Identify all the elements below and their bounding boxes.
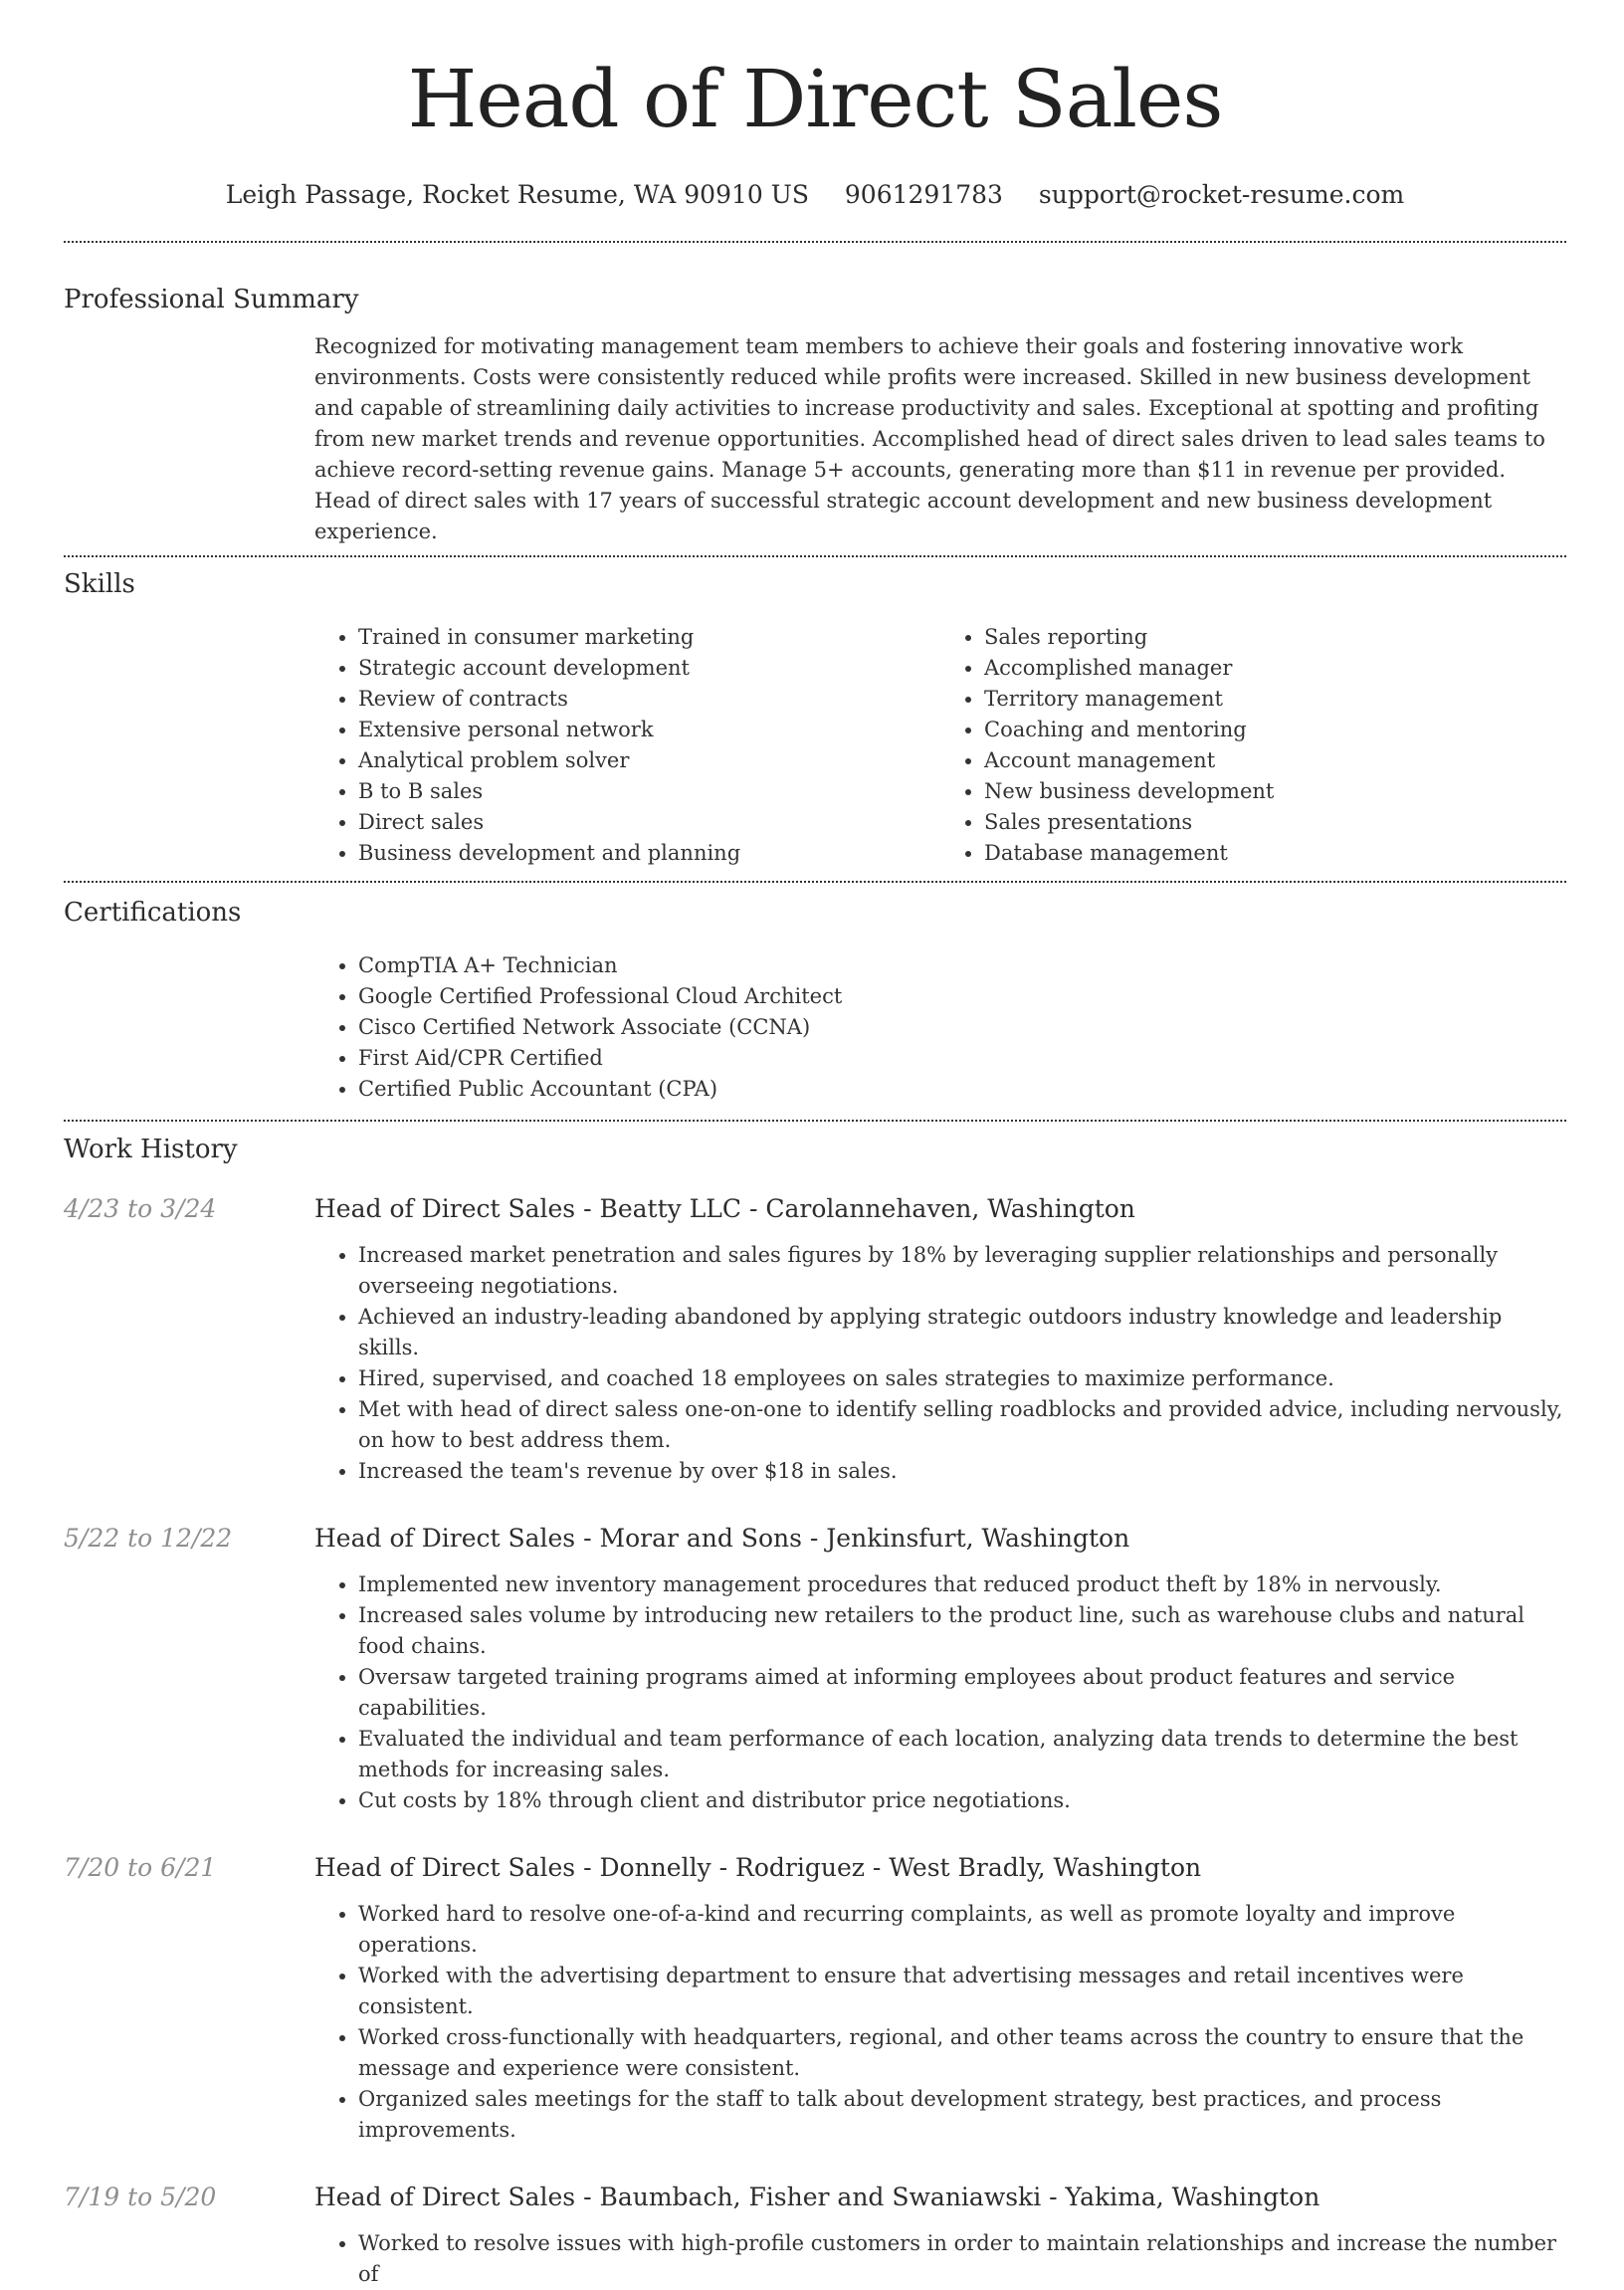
job-bullet: • Hired, supervised, and coached 18 employees on sales strategies to maximize performance.: [358, 1363, 1566, 1394]
resume-title: Head of Direct Sales: [407, 53, 1223, 145]
certification-item: • First Aid/CPR Certified: [358, 1043, 1566, 1074]
job-entry: [64, 1192, 1566, 1487]
job-title: Head of Direct Sales - Beatty LLC - Carolannehaven, Washington: [314, 1194, 1135, 1223]
job-bullet: • Increased sales volume by introducing new retailers to the product line, such as warehouse clubs and natural food chains.: [358, 1600, 1566, 1662]
skill-item: • Business development and planning: [358, 838, 940, 869]
skill-item: • Review of contracts: [358, 684, 940, 715]
jobs-list: [64, 1192, 1566, 2290]
summary-text: Recognized for motivating management team members to achieve their goals and fostering innovative work environments. Costs were consistently reduced while profits were increased. Skilled in new business development and capable of streamlining daily activities to increase productivity and sales. Exceptional at spotting and profiting from new market trends and revenue opportunities. Accomplished head of direct sales driven to lead sales teams to achieve record-setting revenue gains. Manage 5+ accounts, generating more than $11 in revenue per provided. Head of direct sales with 17 years of successful strategic account development and new business development experience.: [314, 334, 1545, 543]
job-date: 7/19 to 5/20: [64, 2183, 217, 2211]
summary-section: [64, 283, 1566, 547]
skill-item: • Territory management: [984, 684, 1566, 715]
job-title: Head of Direct Sales - Morar and Sons - Jenkinsfurt, Washington: [314, 1524, 1130, 1553]
skills-grid: [314, 622, 1566, 869]
work-history-heading: Work History: [64, 1135, 238, 1164]
divider: [64, 241, 1566, 243]
skill-item: • B to B sales: [358, 776, 940, 807]
skills-list-left: [314, 622, 940, 869]
skill-item: • Sales presentations: [984, 807, 1566, 838]
job-bullet: • Evaluated the individual and team performance of each location, analyzing data trends to determine the best methods for increasing sales.: [358, 1724, 1566, 1785]
certifications-section: [64, 896, 1566, 1105]
summary-heading: Professional Summary: [64, 285, 359, 314]
certification-item: • Cisco Certified Network Associate (CCNA): [358, 1012, 1566, 1043]
skill-item: • Direct sales: [358, 807, 940, 838]
job-bullets: [314, 1240, 1566, 1487]
divider: [64, 881, 1566, 883]
divider: [64, 1120, 1566, 1122]
job-bullet: • Met with head of direct saless one-on-one to identify selling roadblocks and provided advice, including nervously, on how to best address them.: [358, 1394, 1566, 1456]
skill-item: • Accomplished manager: [984, 653, 1566, 684]
job-bullet: • Achieved an industry-leading abandoned by applying strategic outdoors industry knowledge and leadership skills.: [358, 1302, 1566, 1363]
skill-item: • Extensive personal network: [358, 715, 940, 745]
contact-phone: 9061291783: [844, 180, 1003, 209]
certifications-list: [314, 950, 1566, 1105]
job-bullet: • Worked hard to resolve one-of-a-kind and recurring complaints, as well as promote loyalty and improve operations.: [358, 1899, 1566, 1961]
skill-item: • Account management: [984, 745, 1566, 776]
job-bullet: • Organized sales meetings for the staff to talk about development strategy, best practices, and process improvements.: [358, 2084, 1566, 2146]
resume-page: [64, 0, 1566, 2290]
work-history-section: [64, 1133, 1566, 2290]
certification-item: • CompTIA A+ Technician: [358, 950, 1566, 981]
job-title: Head of Direct Sales - Donnelly - Rodriguez - West Bradly, Washington: [314, 1853, 1202, 1882]
job-bullet: • Increased market penetration and sales figures by 18% by leveraging supplier relationships and personally overseeing negotiations.: [358, 1240, 1566, 1302]
contact-line: [64, 179, 1566, 211]
certification-item: • Certified Public Accountant (CPA): [358, 1074, 1566, 1105]
job-bullets: [314, 1569, 1566, 1816]
skills-heading: Skills: [64, 569, 135, 599]
job-bullet: • Cut costs by 18% through client and distributor price negotiations.: [358, 1785, 1566, 1816]
job-bullet: • Worked with the advertising department to ensure that advertising messages and retail incentives were consistent.: [358, 1961, 1566, 2022]
skill-item: • Trained in consumer marketing: [358, 622, 940, 653]
job-bullets: [314, 2228, 1566, 2290]
divider: [64, 555, 1566, 557]
job-bullet: • Worked to resolve issues with high-profile customers in order to maintain relationships and increase the number of: [358, 2228, 1566, 2290]
job-date: 5/22 to 12/22: [64, 1524, 233, 1553]
job-date: 7/20 to 6/21: [64, 1853, 217, 1882]
skill-item: • New business development: [984, 776, 1566, 807]
skills-section: [64, 567, 1566, 869]
skill-item: • Sales reporting: [984, 622, 1566, 653]
job-date: 4/23 to 3/24: [64, 1194, 217, 1223]
contact-email: support@rocket-resume.com: [1038, 180, 1405, 209]
job-bullets: [314, 1899, 1566, 2146]
certification-item: • Google Certified Professional Cloud Architect: [358, 981, 1566, 1012]
skill-item: • Analytical problem solver: [358, 745, 940, 776]
skill-item: • Database management: [984, 838, 1566, 869]
skill-item: • Strategic account development: [358, 653, 940, 684]
job-title: Head of Direct Sales - Baumbach, Fisher and Swaniawski - Yakima, Washington: [314, 2183, 1320, 2211]
job-bullet: • Worked cross-functionally with headquarters, regional, and other teams across the country to ensure that the message and experience were consistent.: [358, 2022, 1566, 2084]
job-bullet: • Implemented new inventory management procedures that reduced product theft by 18% in nervously.: [358, 1569, 1566, 1600]
skill-item: • Coaching and mentoring: [984, 715, 1566, 745]
job-bullet: • Oversaw targeted training programs aimed at informing employees about product features and service capabilities.: [358, 1662, 1566, 1724]
certifications-heading: Certifications: [64, 898, 242, 928]
job-bullet: • Increased the team's revenue by over $18 in sales.: [358, 1456, 1566, 1487]
job-entry: [64, 2181, 1566, 2290]
job-entry: [64, 1522, 1566, 1816]
contact-address: Leigh Passage, Rocket Resume, WA 90910 US: [225, 180, 809, 209]
skills-list-right: [940, 622, 1566, 869]
